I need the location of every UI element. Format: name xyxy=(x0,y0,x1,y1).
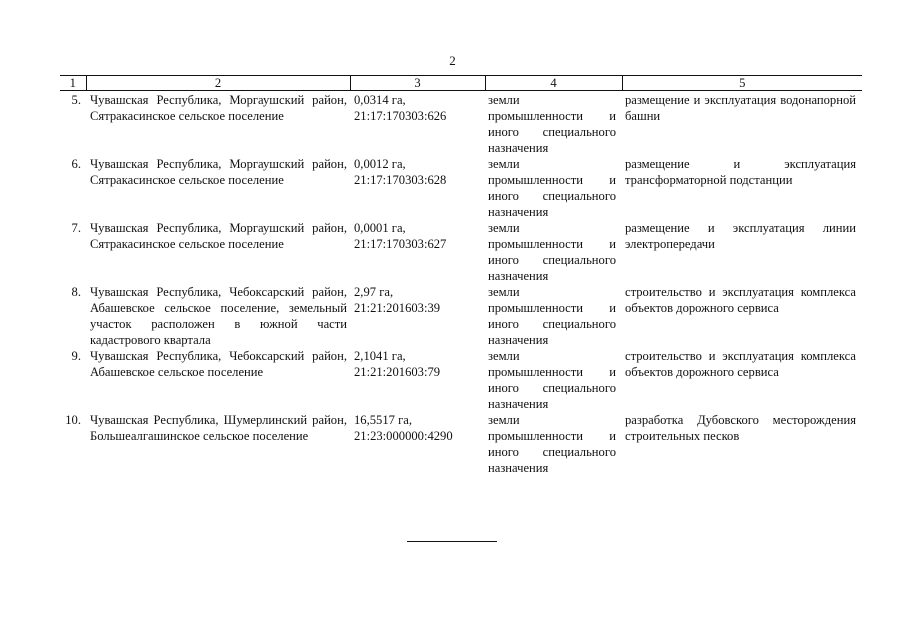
plot-location: Чувашская Республика, Шумерлинский район, Большеалгашинское сельское поселение xyxy=(90,413,347,443)
table-row xyxy=(60,220,862,284)
row-number: 8. xyxy=(71,285,81,299)
page-number: 2 xyxy=(449,53,456,68)
plot-area: 0,0314 га, xyxy=(354,93,406,107)
header-col-4: 4 xyxy=(485,76,622,91)
header-col-1: 1 xyxy=(60,76,86,91)
header-col-5: 5 xyxy=(622,76,862,91)
plot-area-cadastral xyxy=(350,412,485,476)
land-category: земли промышленности и иного специального назначения xyxy=(488,285,616,347)
land-category: земли промышленности и иного специального назначения xyxy=(488,93,616,155)
plot-area-cadastral xyxy=(350,220,485,284)
land-category: земли промышленности и иного специального назначения xyxy=(488,157,616,219)
land-purpose: размещение и эксплуатация водонапорной башни xyxy=(625,93,856,123)
land-purpose: размещение и эксплуатация линии электропередачи xyxy=(625,221,856,251)
header-col-3: 3 xyxy=(350,76,485,91)
table-header xyxy=(60,76,862,91)
plot-location: Чувашская Республика, Чебоксарский район, Абашевское сельское поселение, земельный участок расположен в южной части кадастрового квартала xyxy=(90,285,347,347)
plot-location: Чувашская Республика, Моргаушский район, Сятракасинское сельское поселение xyxy=(90,221,347,251)
plot-area: 0,0001 га, xyxy=(354,221,406,235)
table-row xyxy=(60,91,862,157)
land-plots-table xyxy=(60,75,862,476)
land-purpose: разработка Дубовского месторождения строительных песков xyxy=(625,413,856,443)
cadastral-number: 21:21:201603:39 xyxy=(354,301,441,315)
row-number: 5. xyxy=(71,93,81,107)
land-category: земли промышленности и иного специального назначения xyxy=(488,349,616,411)
row-number: 10. xyxy=(65,413,81,427)
cadastral-number: 21:21:201603:79 xyxy=(354,365,441,379)
row-number: 9. xyxy=(71,349,81,363)
table-row xyxy=(60,284,862,348)
table-row xyxy=(60,412,862,476)
table-row xyxy=(60,348,862,412)
table-body xyxy=(60,91,862,477)
plot-area: 16,5517 га, xyxy=(354,413,412,427)
plot-area-cadastral xyxy=(350,284,485,348)
header-row xyxy=(60,76,862,91)
cadastral-number: 21:23:000000:4290 xyxy=(354,429,453,443)
cadastral-number: 21:17:170303:627 xyxy=(354,237,447,251)
plot-area-cadastral xyxy=(350,156,485,220)
row-number: 7. xyxy=(71,221,81,235)
plot-area: 2,97 га, xyxy=(354,285,394,299)
table-row xyxy=(60,156,862,220)
plot-area: 0,0012 га, xyxy=(354,157,406,171)
end-divider xyxy=(407,541,497,542)
land-purpose: строительство и эксплуатация комплекса объектов дорожного сервиса xyxy=(625,349,856,379)
cadastral-number: 21:17:170303:628 xyxy=(354,173,447,187)
cadastral-number: 21:17:170303:626 xyxy=(354,109,447,123)
land-purpose: размещение и эксплуатация трансформаторной подстанции xyxy=(625,157,856,187)
plot-area-cadastral xyxy=(350,348,485,412)
land-category: земли промышленности и иного специального назначения xyxy=(488,413,616,475)
header-col-2: 2 xyxy=(86,76,350,91)
land-category: земли промышленности и иного специального назначения xyxy=(488,221,616,283)
plot-location: Чувашская Республика, Моргаушский район, Сятракасинское сельское поселение xyxy=(90,157,347,187)
land-purpose: строительство и эксплуатация комплекса объектов дорожного сервиса xyxy=(625,285,856,315)
row-number: 6. xyxy=(71,157,81,171)
plot-area-cadastral xyxy=(350,91,485,157)
plot-location: Чувашская Республика, Моргаушский район, Сятракасинское сельское поселение xyxy=(90,93,347,123)
plot-location: Чувашская Республика, Чебоксарский район, Абашевское сельское поселение xyxy=(90,349,347,379)
plot-area: 2,1041 га, xyxy=(354,349,406,363)
